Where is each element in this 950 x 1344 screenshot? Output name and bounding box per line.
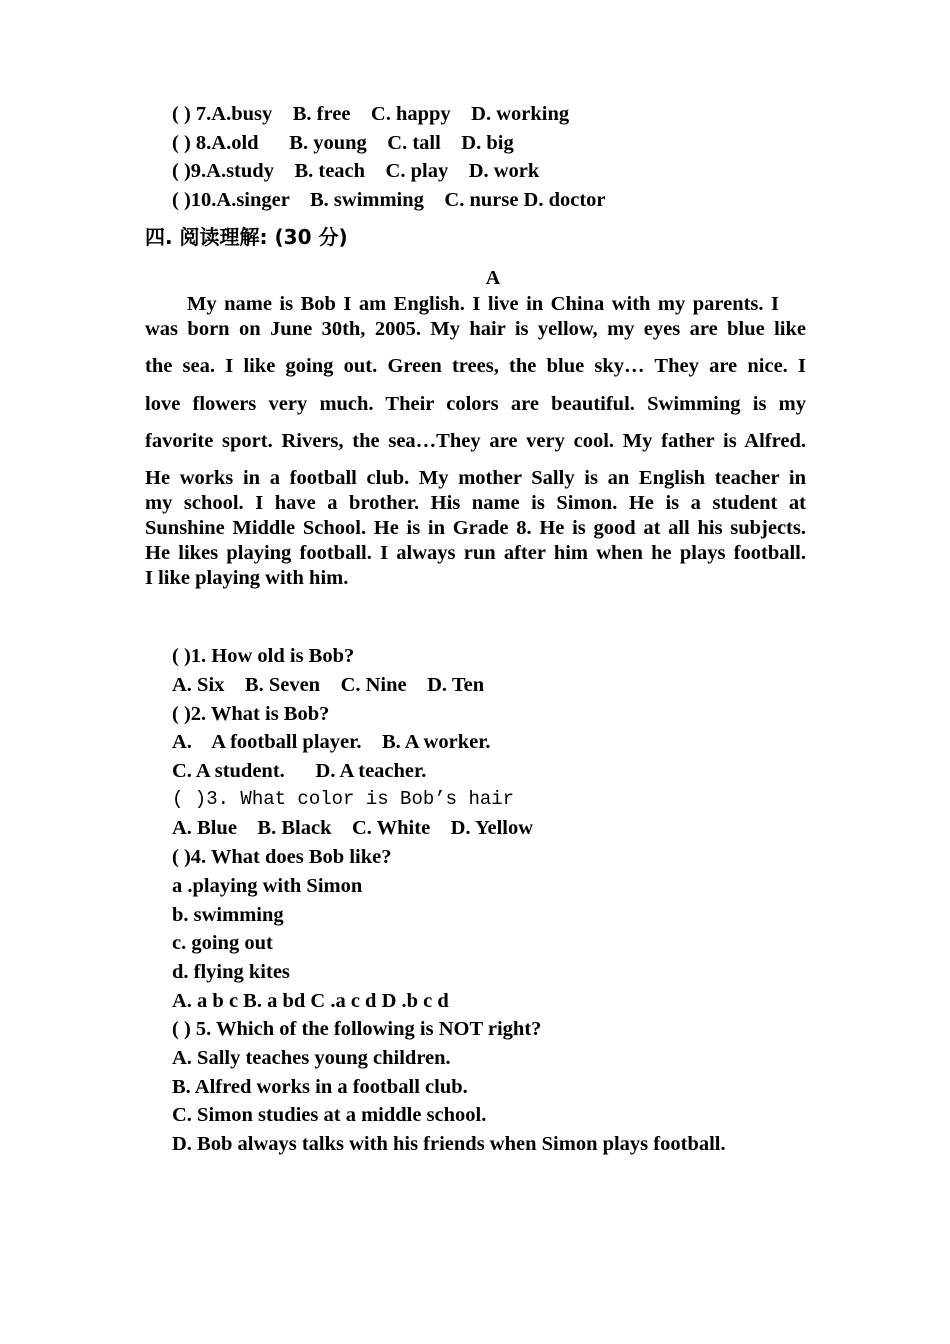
question-4: ( )4. What does Bob like? bbox=[172, 846, 392, 868]
question-4-item: c. going out bbox=[172, 932, 273, 954]
question-1-options: A. Six B. Seven C. Nine D. Ten bbox=[172, 674, 485, 696]
passage-label: A bbox=[485, 267, 501, 289]
question-4-item: a .playing with Simon bbox=[172, 875, 363, 897]
question-5-option: D. Bob always talks with his friends when Simon plays football. bbox=[172, 1133, 726, 1155]
question-5: ( ) 5. Which of the following is NOT right? bbox=[172, 1018, 542, 1040]
passage-line: He works in a football club. My mother Sally is an English teacher in bbox=[145, 467, 806, 489]
question-7: ( ) 7.A.busy B. free C. happy D. working bbox=[172, 103, 570, 125]
passage-line: love flowers very much. Their colors are beautiful. Swimming is my bbox=[145, 393, 806, 415]
question-10: ( )10.A.singer B. swimming C. nurse D. doctor bbox=[172, 189, 606, 211]
section-title: 四. 阅读理解: (30 分) bbox=[145, 225, 348, 249]
question-9: ( )9.A.study B. teach C. play D. work bbox=[172, 160, 540, 182]
question-3: ( )3. What color is Bob’s hair bbox=[172, 788, 515, 810]
passage-line: was born on June 30th, 2005. My hair is yellow, my eyes are blue like bbox=[145, 318, 806, 340]
passage-line: My name is Bob I am English. I live in China with my parents. I bbox=[187, 293, 779, 315]
question-2: ( )2. What is Bob? bbox=[172, 703, 330, 725]
question-2-options: A. A football player. B. A worker. bbox=[172, 731, 491, 753]
passage-line: I like playing with him. bbox=[145, 567, 349, 589]
question-5-option: C. Simon studies at a middle school. bbox=[172, 1104, 487, 1126]
passage-line: He likes playing football. I always run after him when he plays football. bbox=[145, 542, 806, 564]
passage-line: favorite sport. Rivers, the sea…They are very cool. My father is Alfred. bbox=[145, 430, 806, 452]
passage-line: Sunshine Middle School. He is in Grade 8. He is good at all his subjects. bbox=[145, 517, 806, 539]
passage-line: the sea. I like going out. Green trees, the blue sky… They are nice. I bbox=[145, 355, 806, 377]
question-8: ( ) 8.A.old B. young C. tall D. big bbox=[172, 132, 514, 154]
question-3-options: A. Blue B. Black C. White D. Yellow bbox=[172, 817, 534, 839]
question-5-option: A. Sally teaches young children. bbox=[172, 1047, 451, 1069]
question-4-item: d. flying kites bbox=[172, 961, 290, 983]
question-5-option: B. Alfred works in a football club. bbox=[172, 1076, 468, 1098]
passage-line: my school. I have a brother. His name is Simon. He is a student at bbox=[145, 492, 806, 514]
question-4-options: A. a b c B. a bd C .a c d D .b c d bbox=[172, 990, 449, 1012]
question-2-options: C. A student. D. A teacher. bbox=[172, 760, 427, 782]
question-1: ( )1. How old is Bob? bbox=[172, 645, 355, 667]
question-4-item: b. swimming bbox=[172, 904, 284, 926]
